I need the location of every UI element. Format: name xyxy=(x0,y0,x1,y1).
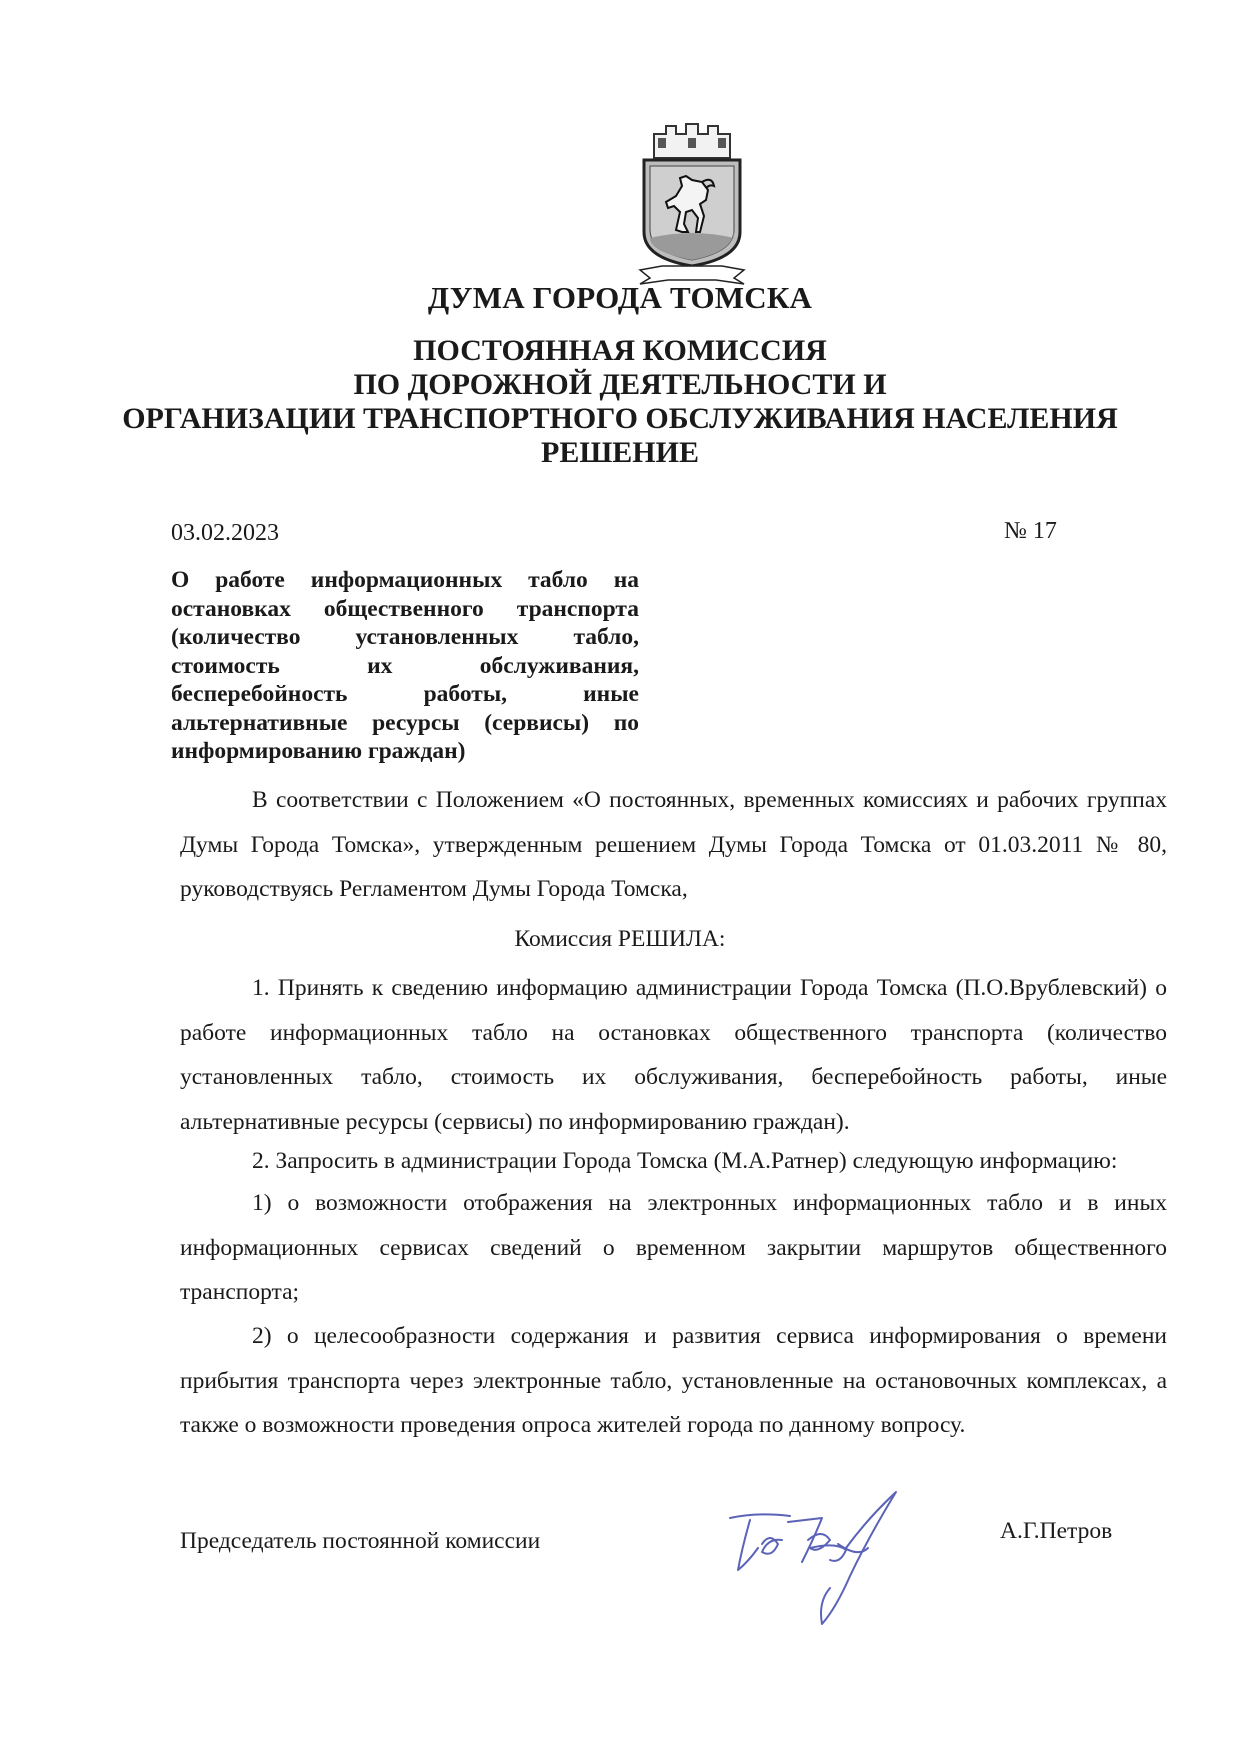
tomsk-coat-of-arms-icon xyxy=(636,120,748,288)
chair-name: А.Г.Петров xyxy=(1000,1518,1113,1544)
handwritten-signature-icon xyxy=(718,1478,918,1628)
decision-number: № 17 xyxy=(1004,518,1057,544)
commission-line: ПО ДОРОЖНОЙ ДЕЯТЕЛЬНОСТИ И xyxy=(353,368,887,401)
commission-line: ОРГАНИЗАЦИИ ТРАНСПОРТНОГО ОБСЛУЖИВАНИЯ НАСЕЛЕНИЯ xyxy=(122,402,1118,435)
chair-title: Председатель постоянной комиссии xyxy=(180,1528,541,1554)
decision-date: 03.02.2023 xyxy=(171,520,279,546)
item-1-paragraph: 1. Принять к сведению информацию администрации Города Томска (П.О.Врублевский) о работе информационных табло на остановках общественного транспорта (количество установленных табло, стоимость их обслуживания, бесперебойность работы, иные альтернативные ресурсы (сервисы) по информированию граждан). xyxy=(180,975,1167,1135)
item-2-2-paragraph: 2) о целесообразности содержания и развития сервиса информирования о времени прибытия транспорта через электронные табло, установленные на остановочных комплексах, а также о возможности проведения опроса жителей города по данному вопросу. xyxy=(180,1323,1167,1438)
item-2-1-paragraph: 1) о возможности отображения на электронных информационных табло и в иных информационных сервисах сведений о временном закрытии маршрутов общественного транспорта; xyxy=(180,1190,1167,1305)
decision-subject: О работе информационных табло на остановках общественного транспорта (количество установленных табло, стоимость их обслуживания, бесперебойность работы, иные альтернативные ресурсы (сервисы) по информированию граждан) xyxy=(171,567,639,764)
item-2-paragraph: 2. Запросить в администрации Города Томска (М.А.Ратнер) следующую информацию: xyxy=(252,1148,1118,1174)
decision-title: РЕШЕНИЕ xyxy=(541,436,699,469)
intro-paragraph: В соответствии с Положением «О постоянных, временных комиссиях и рабочих группах Думы Города Томска», утвержденным решением Думы Города Томска от 01.03.2011 № 80, руководствуясь Регламентом Думы Города Томска, xyxy=(180,787,1167,902)
resolved-heading: Комиссия РЕШИЛА: xyxy=(514,926,726,952)
commission-header xyxy=(0,334,1240,470)
commission-line: ПОСТОЯННАЯ КОМИССИЯ xyxy=(413,334,827,367)
organization-title: ДУМА ГОРОДА ТОМСКА xyxy=(427,280,813,315)
